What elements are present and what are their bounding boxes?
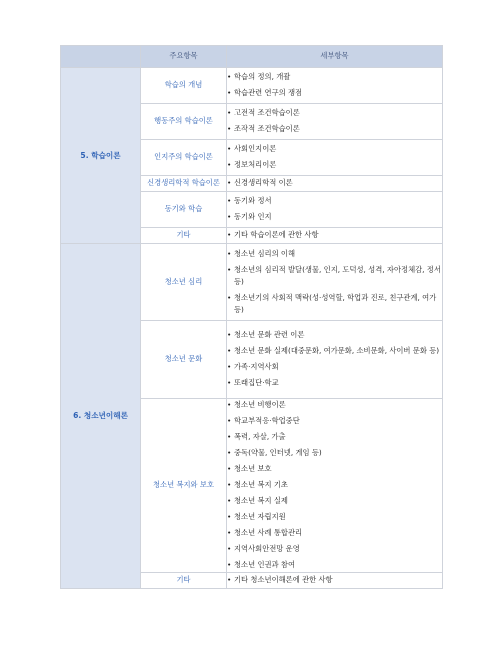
main-item-cell: 청소년 문화 [141,321,227,399]
list-item: • 사회인지이론 [227,143,442,155]
list-item: • 조작적 조건학습이론 [227,123,442,135]
header-category [61,46,141,68]
detail-list [227,574,442,586]
detail-list [227,143,442,171]
detail-list [227,329,442,389]
list-item: • 청소년 복지 기초 [227,479,442,491]
list-item: • 학습관련 연구의 쟁점 [227,87,442,99]
detail-list [227,248,442,316]
list-item: • 청소년의 심리적 발달(생물, 인지, 도덕성, 성격, 자아정체감, 정서 등) [227,264,442,288]
detail-item-cell [227,176,443,192]
detail-item-cell [227,321,443,399]
detail-list [227,229,442,241]
header-main-item: 주요항목 [141,46,227,68]
detail-item-cell [227,228,443,244]
list-item: • 고전적 조건학습이론 [227,107,442,119]
main-item-cell: 기타 [141,228,227,244]
table-row [61,68,443,104]
detail-list [227,107,442,135]
table-header-row [61,46,443,68]
list-item: • 기타 청소년이해론에 관한 사항 [227,574,442,586]
detail-item-cell [227,140,443,176]
list-item: • 학습의 정의, 개괄 [227,71,442,83]
detail-item-cell [227,399,443,573]
main-item-cell: 인지주의 학습이론 [141,140,227,176]
list-item: • 청소년 보호 [227,463,442,475]
list-item: • 청소년기의 사회적 맥락(성·성역할, 학업과 진로, 친구관계, 여가 등) [227,292,442,316]
main-item-cell: 학습의 개념 [141,68,227,104]
list-item: • 신경생리학적 이론 [227,177,442,189]
detail-list [227,177,442,189]
detail-list [227,195,442,223]
main-item-cell: 청소년 심리 [141,244,227,321]
main-item-cell: 행동주의 학습이론 [141,104,227,140]
detail-list [227,399,442,571]
list-item: • 가족·지역사회 [227,361,442,373]
list-item: • 청소년 복지 실제 [227,495,442,507]
detail-item-cell [227,192,443,228]
detail-item-cell [227,104,443,140]
detail-item-cell [227,244,443,321]
list-item: • 정보처리이론 [227,159,442,171]
list-item: • 청소년 사례 통합관리 [227,527,442,539]
detail-list [227,71,442,99]
list-item: • 중독(약물, 인터넷, 게임 등) [227,447,442,459]
list-item: • 청소년 인권과 참여 [227,559,442,571]
list-item: • 동기와 정서 [227,195,442,207]
table-body [61,68,443,589]
list-item: • 기타 학습이론에 관한 사항 [227,229,442,241]
main-item-cell: 청소년 복지와 보호 [141,399,227,573]
table-row [61,244,443,321]
category-cell: 6. 청소년이해론 [61,244,141,589]
list-item: • 청소년 문화 실제(대중문화, 여가문화, 소비문화, 사이버 문화 등) [227,345,442,357]
list-item: • 청소년 심리의 이해 [227,248,442,260]
list-item: • 동기와 인지 [227,211,442,223]
list-item: • 청소년 자립지원 [227,511,442,523]
list-item: • 폭력, 자살, 가출 [227,431,442,443]
main-item-cell: 기타 [141,573,227,589]
category-cell: 5. 학습이론 [61,68,141,244]
list-item: • 청소년 비행이론 [227,399,442,411]
list-item: • 학교부적응·학업중단 [227,415,442,427]
detail-item-cell [227,68,443,104]
list-item: • 지역사회안전망 운영 [227,543,442,555]
list-item: • 또래집단·학교 [227,377,442,389]
main-item-cell: 신경생리학적 학습이론 [141,176,227,192]
main-item-cell: 동기와 학습 [141,192,227,228]
detail-item-cell [227,573,443,589]
list-item: • 청소년 문화 관련 이론 [227,329,442,341]
header-detail-item: 세부항목 [227,46,443,68]
syllabus-table [60,45,443,589]
